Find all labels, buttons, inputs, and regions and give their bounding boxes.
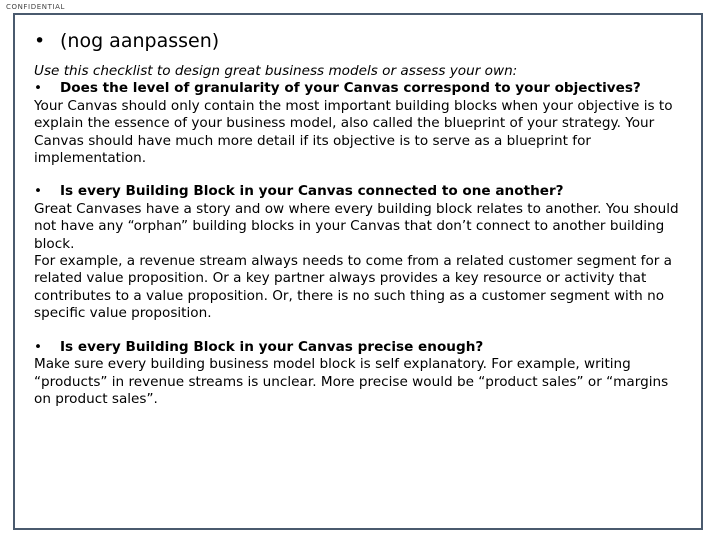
slide-title bbox=[34, 28, 219, 54]
answer-paragraph: Great Canvases have a story and ow where every building block relates to another. You should not have any “orphan” building blocks in your Canvas that don’t connect to another building block. bbox=[34, 200, 679, 252]
question-text: Is every Building Block in your Canvas connected to one another? bbox=[60, 183, 564, 200]
checklist-question bbox=[34, 80, 684, 97]
intro-text: Use this checklist to design great business models or assess your own: bbox=[34, 63, 518, 79]
answer-paragraph: Make sure every building business model block is self explanatory. For example, writing “products” in revenue streams is unclear. More precise would be “product sales” or “margins on product sales”. bbox=[34, 356, 669, 407]
answer-paragraph: Your Canvas should only contain the most important building blocks when your objective is to explain the essence of your business model, also called the blueprint of your strategy. Your Canvas should have much more detail if its objective is to serve as a blueprint for implementation. bbox=[34, 97, 673, 167]
title-bullet: • bbox=[34, 30, 46, 52]
checklist-question bbox=[34, 339, 684, 356]
checklist-section-precise bbox=[34, 339, 684, 409]
checklist-section-connected bbox=[34, 183, 684, 322]
checklist-section-granularity bbox=[34, 80, 684, 167]
question-bullet: • bbox=[34, 80, 43, 97]
question-text: Is every Building Block in your Canvas precise enough? bbox=[60, 338, 484, 355]
slide-body bbox=[34, 63, 684, 408]
question-bullet: • bbox=[34, 338, 43, 355]
question-bullet: • bbox=[34, 183, 43, 200]
answer-paragraph: For example, a revenue stream always needs to come from a related customer segment for a related value proposition. Or a key partner always provides a key resource or activity that contributes to a value proposition. Or, there is no such thing as a customer segment with no specific value proposition. bbox=[34, 253, 672, 322]
confidential-label: CONFIDENTIAL bbox=[6, 3, 66, 11]
checklist-question bbox=[34, 183, 684, 200]
title-text: (nog aanpassen) bbox=[60, 30, 220, 52]
question-text: Does the level of granularity of your Canvas correspond to your objectives? bbox=[60, 80, 641, 97]
